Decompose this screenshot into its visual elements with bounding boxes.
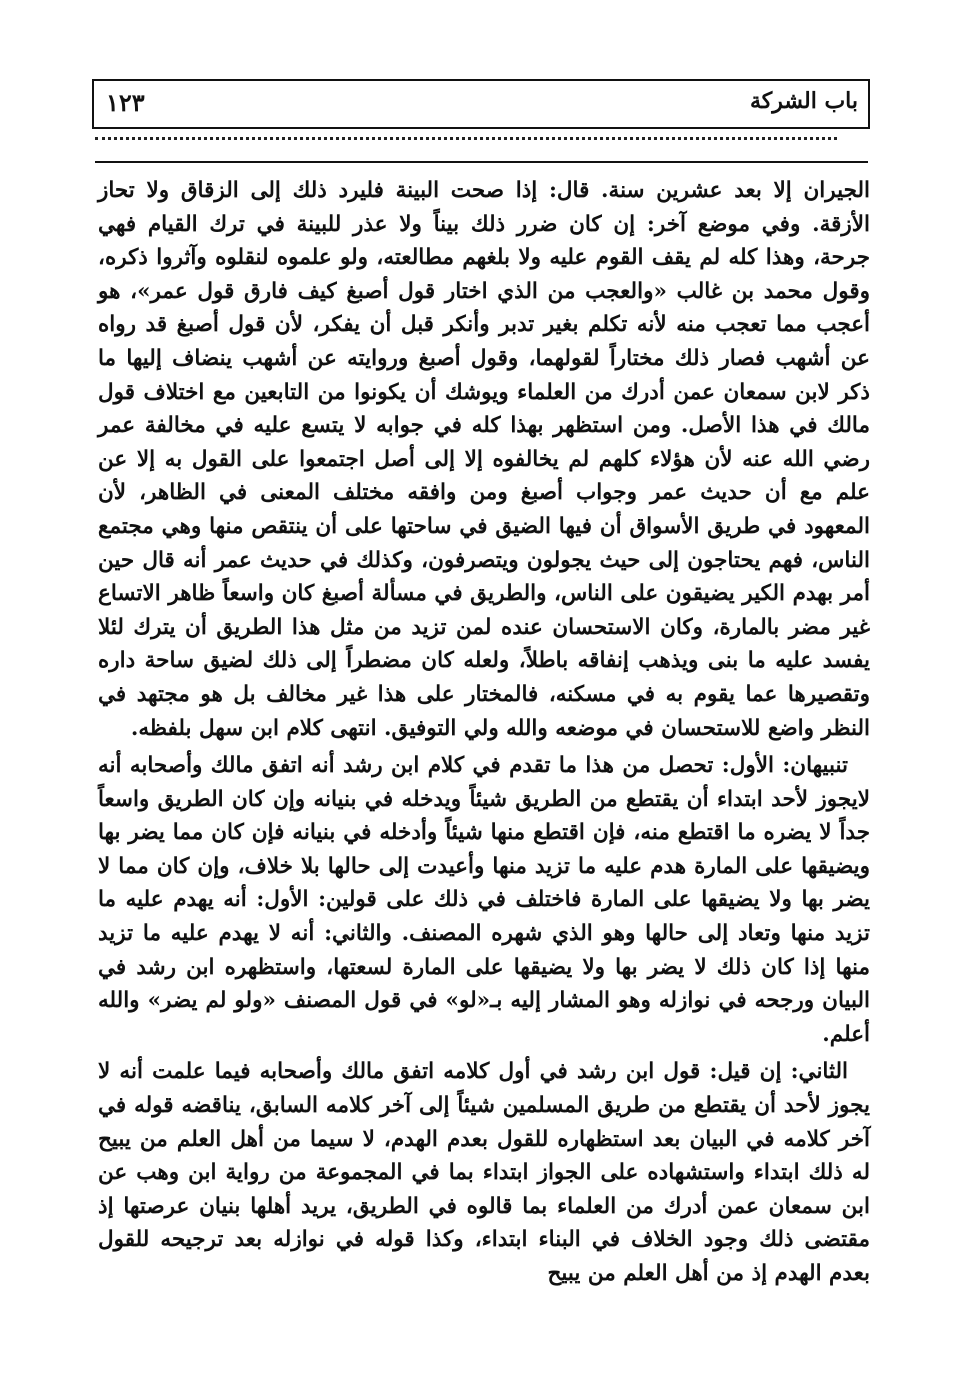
solid-separator [95, 161, 868, 163]
dotted-separator [95, 137, 837, 140]
paragraph-second-note: الثاني: إن قيل: قول ابن رشد في أول كلامه اتفق مالك وأصحابه فيما علمت أنه لا يجوز لأحد أن يقتطع من طريق المسلمين شيئاً إلى آخر كلامه السابق، يناقضه قوله في آخر كلامه في البيان بعد استظهاره للقول بعدم الهدم، لا سيما من أهل العلم من يبيح له ذلك ابتداء واستشهاده على الجواز ابتداء بما في المجموعة من رواية ابن وهب عن ابن سمعان عمن أدرك من العلماء بما قالوه في الطريق، يريد أهلها بنيان عرصتها إذ مقتضى ذلك وجود الخلاف في البناء ابتداء، وكذا قوله في نوازله بعد ترجيحه للقول بعدم الهدم إذ من أهل العلم من يبيح [98, 1059, 871, 1286]
paragraph-first-note: تنبيهان: الأول: تحصل من هذا ما تقدم في كلام ابن رشد أنه اتفق مالك وأصحابه أنه لايجوز لأحد ابتداء أن يقتطع من الطريق شيئاً ويدخله في بنيانه وإن كان الطريق واسعاً جداً لا يضره ما اقتطع منه، فإن اقتطع منها شيئاً وأدخله في بنيانه فإن كان مما يضر بها ويضيقها على المارة هدم عليه ما تزيد منها وأعيدت إلى حالها بلا خلاف، وإن كان مما لا يضر بها ولا يضيقها على المارة فاختلف في ذلك على قولين: الأول: أنه يهدم عليه ما تزيد منها وتعاد إلى حالها وهو الذي شهره المصنف. والثاني: أنه لا يهدم عليه ما تزيد منها إذا كان ذلك لا يضر بها ولا يضيقها على المارة لسعتها، واستظهره ابن رشد في البيان ورجحه في نوازله وهو المشار إليه بـ«لو» في قول المصنف «ولو لم يضر» والله أعلم. [98, 753, 870, 1047]
paragraph-continuation: الجيران إلا بعد عشرين سنة. قال: إذا صحت البينة فليرد ذلك إلى الزقاق ولا تحاز الأزقة. وفي موضع آخر: إن كان ضرر ذلك بيناً ولا عذر للبينة في ترك القيام فهي جرحة، وهذا كله لم يقف القوم عليه ولا بلغهم مطالعته، ولو علموه لنقلوه وآثروا ذكره، وقول محمد بن غالب «والعجب من الذي اختار قول أصبغ كيف فارق قول عمر»، هو أعجب مما تعجب منه لأنه تكلم بغير تدبر وأنكر قبل أن يفكر، لأن قول أصبغ قد رواه عن أشهب فصار ذلك مختاراً لقولهما، وقول أصبغ وروايته عن أشهب ينضاف إليها ما ذكر لابن سمعان عمن أدرك من العلماء ويوشك أن يكونوا من التابعين مع اختلاف قول مالك في هذا الأصل. ومن استظهر بهذا كله في جوابه لا يتسع عليه في مخالفة عمر رضي الله عنه لأن هؤلاء كلهم لم يخالفوه إلا إلى أصل اجتمعوا على القول به إلا عن علم مع أن حديث عمر وجواب أصبغ ومن وافقه مختلف المعنى في الظاهر، لأن المعهود في طريق الأسواق أن فيها الضيق في ساحتها على أن ينتقص منها وهي مجتمع الناس، فهم يحتاجون إلى حيث يجولون ويتصرفون، وكذلك في حديث عمر أنه قال حين أمر بهدم الكير يضيقون على الناس، والطريق في مسألة أصبغ كان واسعاً ظاهر الاتساع غير مضر بالمارة، وكان الاستحسان عنده لمن تزيد من مثل هذا الطريق أن يترك لئلا يفسد عليه ما بنى ويذهب إنفاقه باطلاً، ولعله كان مضطراً إلى ذلك لضيق ساحة داره وتقصيرها عما يقوم به في مسكنه، فالمختار على هذا غير مخالف بل هو مجتهد في النظر واضع للاستحسان في موضعه والله ولي التوفيق. انتهى كلام ابن سهل بلفظه. [98, 178, 870, 741]
running-header [92, 79, 870, 129]
body-text [98, 174, 870, 1295]
page-number: ١٢٣ [106, 88, 145, 117]
chapter-title: باب الشركة [749, 88, 858, 114]
